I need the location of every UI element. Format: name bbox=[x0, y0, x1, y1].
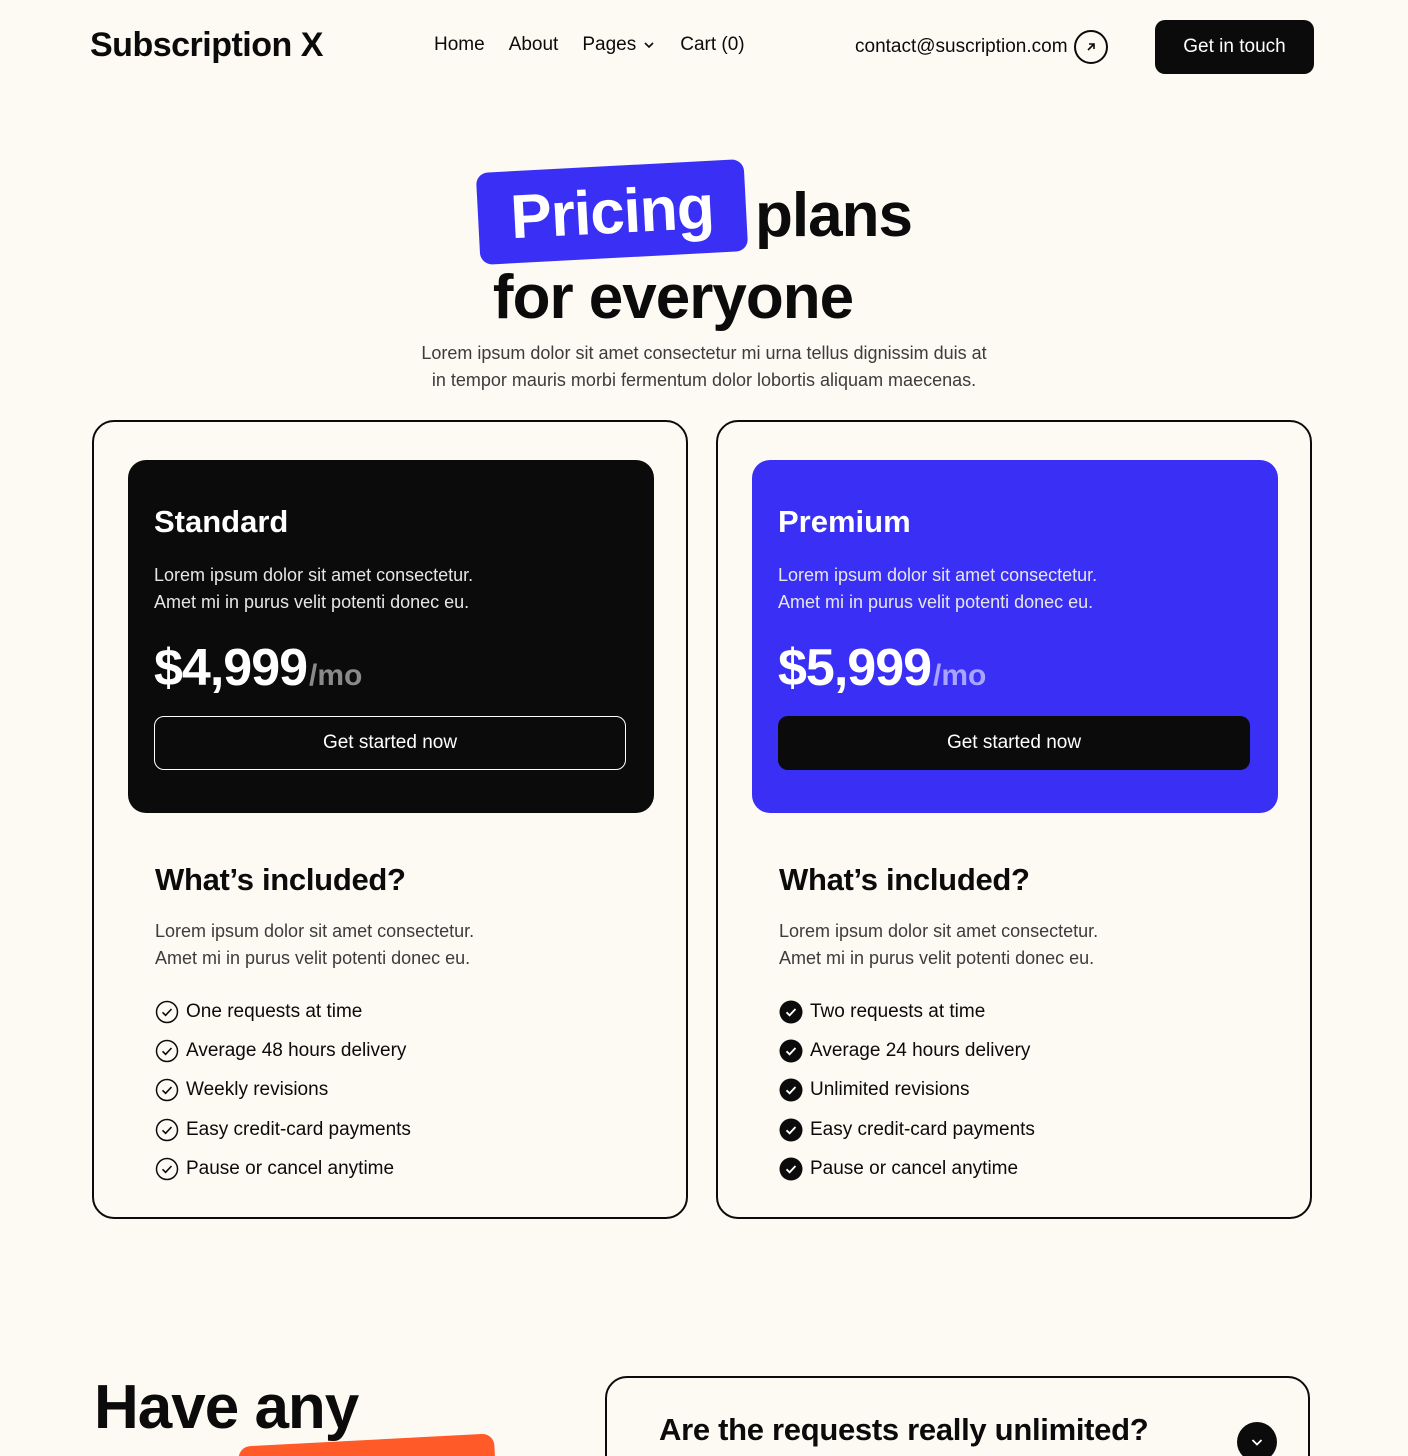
plan-description-line1: Lorem ipsum dolor sit amet consectetur. bbox=[778, 565, 1098, 585]
check-circle-outline-icon bbox=[155, 1039, 179, 1063]
check-circle-filled-icon bbox=[779, 1039, 803, 1063]
included-description-line1: Lorem ipsum dolor sit amet consectetur. bbox=[779, 921, 1099, 941]
feature-label: Easy credit-card payments bbox=[810, 1118, 1035, 1140]
plan-period: /mo bbox=[933, 659, 987, 692]
check-circle-outline-icon bbox=[155, 1078, 179, 1102]
chevron-down-icon bbox=[642, 38, 656, 52]
feature-label: Average 24 hours delivery bbox=[810, 1039, 1031, 1061]
plan-summary-standard bbox=[128, 460, 654, 813]
plan-card-premium bbox=[716, 420, 1312, 1219]
check-circle-filled-icon bbox=[779, 1078, 803, 1102]
included-title: What’s included? bbox=[779, 862, 1030, 897]
contact-email: contact@suscription.com bbox=[855, 36, 1068, 57]
feature-item bbox=[155, 1071, 635, 1110]
feature-label: Easy credit-card payments bbox=[186, 1118, 411, 1140]
site-header bbox=[0, 0, 1408, 94]
faq-item[interactable] bbox=[605, 1376, 1310, 1456]
plan-period: /mo bbox=[309, 659, 363, 692]
plan-price: $4,999 bbox=[154, 639, 308, 697]
nav-home[interactable] bbox=[434, 34, 485, 56]
main-nav bbox=[434, 34, 745, 56]
nav-pages-label: Pages bbox=[582, 34, 637, 55]
hero-subtitle-line1: Lorem ipsum dolor sit amet consectetur mi urna tellus dignissim duis at bbox=[421, 343, 987, 363]
hero-subtitle bbox=[354, 340, 1054, 394]
plan-description bbox=[154, 562, 628, 616]
nav-cart[interactable] bbox=[680, 34, 744, 56]
plan-name: Standard bbox=[154, 504, 289, 539]
feature-label: Average 48 hours delivery bbox=[186, 1039, 407, 1061]
get-started-premium-button[interactable]: Get started now bbox=[778, 716, 1250, 770]
feature-label: Weekly revisions bbox=[186, 1079, 329, 1101]
logo[interactable]: Subscription X bbox=[90, 26, 323, 64]
get-started-standard-button[interactable]: Get started now bbox=[154, 716, 626, 770]
plan-price: $5,999 bbox=[778, 639, 932, 697]
contact-link[interactable] bbox=[855, 30, 1108, 64]
plan-card-standard bbox=[92, 420, 688, 1219]
plan-description-line2: Amet mi in purus velit potenti donec eu. bbox=[778, 592, 1094, 612]
feature-item bbox=[155, 992, 635, 1031]
included-description bbox=[779, 918, 1259, 972]
included-description-line2: Amet mi in purus velit potenti donec eu. bbox=[779, 948, 1095, 968]
plan-description-line1: Lorem ipsum dolor sit amet consectetur. bbox=[154, 565, 474, 585]
nav-home-label: Home bbox=[434, 34, 485, 55]
pricing-highlight: Pricing bbox=[476, 159, 748, 265]
nav-about-label: About bbox=[508, 34, 559, 55]
hero-title-line2: for everyone bbox=[492, 263, 854, 332]
included-premium bbox=[779, 862, 1259, 1188]
feature-item bbox=[779, 1149, 1259, 1188]
price-row bbox=[778, 638, 1252, 698]
plan-description bbox=[778, 562, 1252, 616]
check-circle-outline-icon bbox=[155, 1118, 179, 1142]
feature-label: Pause or cancel anytime bbox=[810, 1157, 1019, 1179]
feature-item bbox=[155, 1149, 635, 1188]
check-circle-filled-icon bbox=[779, 1000, 803, 1024]
faq-heading: Have any bbox=[94, 1373, 359, 1442]
feature-label: Unlimited revisions bbox=[810, 1079, 970, 1101]
included-title: What’s included? bbox=[155, 862, 406, 897]
chevron-down-icon bbox=[1249, 1434, 1265, 1450]
nav-pages[interactable] bbox=[582, 34, 656, 56]
included-description-line1: Lorem ipsum dolor sit amet consectetur. bbox=[155, 921, 475, 941]
nav-cart-label: Cart (0) bbox=[680, 34, 745, 55]
feature-item bbox=[779, 992, 1259, 1031]
get-in-touch-button[interactable]: Get in touch bbox=[1155, 20, 1314, 74]
feature-label: Pause or cancel anytime bbox=[186, 1157, 395, 1179]
check-circle-filled-icon bbox=[779, 1157, 803, 1181]
faq-question: Are the requests really unlimited? bbox=[659, 1412, 1149, 1447]
feature-label: Two requests at time bbox=[810, 1000, 986, 1022]
nav-about[interactable] bbox=[509, 34, 559, 56]
included-description-line2: Amet mi in purus velit potenti donec eu. bbox=[155, 948, 471, 968]
faq-toggle-button[interactable] bbox=[1237, 1422, 1277, 1456]
hero-title-rest: plans bbox=[755, 181, 912, 250]
included-description bbox=[155, 918, 635, 972]
check-circle-filled-icon bbox=[779, 1118, 803, 1142]
feature-item bbox=[155, 1110, 635, 1149]
check-circle-outline-icon bbox=[155, 1000, 179, 1024]
plan-summary-premium bbox=[752, 460, 1278, 813]
check-circle-outline-icon bbox=[155, 1157, 179, 1181]
feature-item bbox=[779, 1031, 1259, 1070]
feature-label: One requests at time bbox=[186, 1000, 363, 1022]
plan-description-line2: Amet mi in purus velit potenti donec eu. bbox=[154, 592, 470, 612]
included-standard bbox=[155, 862, 635, 1188]
hero-subtitle-line2: in tempor mauris morbi fermentum dolor lobortis aliquam maecenas. bbox=[431, 370, 977, 390]
plan-name: Premium bbox=[778, 504, 911, 539]
feature-list bbox=[155, 992, 635, 1188]
feature-item bbox=[779, 1110, 1259, 1149]
feature-list bbox=[779, 992, 1259, 1188]
price-row bbox=[154, 638, 628, 698]
arrow-up-right-icon bbox=[1074, 30, 1108, 64]
feature-item bbox=[779, 1071, 1259, 1110]
feature-item bbox=[155, 1031, 635, 1070]
